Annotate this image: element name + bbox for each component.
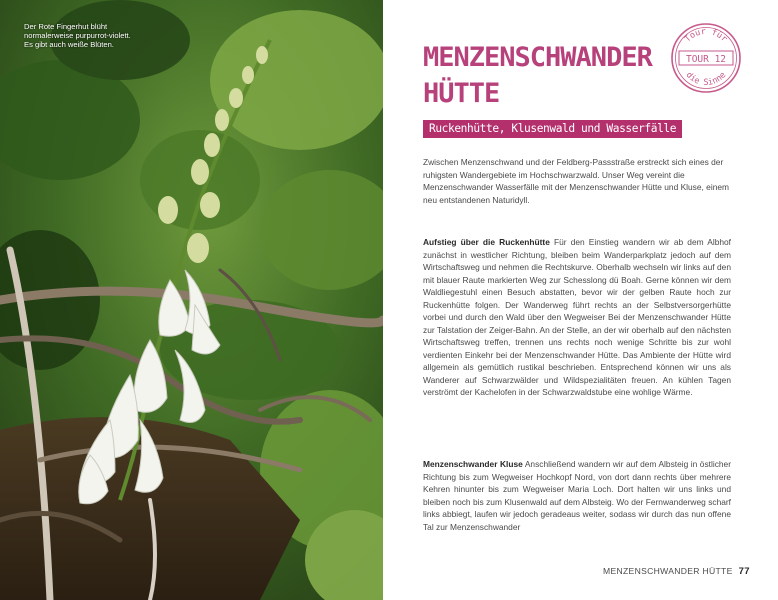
page-footer bbox=[603, 566, 750, 577]
photo-caption: Der Rote Fingerhut blüht normalerweise purpurrot-violett. Es gibt auch weiße Blüten. bbox=[24, 22, 131, 50]
page-number: 77 bbox=[738, 566, 750, 577]
intro-paragraph: Zwischen Menzenschwand und der Feldberg-Passstraße erstreckt sich eines der ruhigsten Wandergebiete im Hochschwarzwald. Unser Weg vereint die Menzenschwander Wasserfälle mit der Menzenschwander Hütte und Kluse, einem neu entstandenen Naturidyll. bbox=[423, 157, 729, 205]
section-heading: Menzenschwander Kluse bbox=[423, 459, 523, 469]
section-ruckenhuette bbox=[423, 236, 731, 399]
section-text: Für den Einstieg wandern wir ab dem Albhof zunächst in westlicher Richtung, bleiben beim Wanderparkplatz jedoch auf dem Wirtschaftsweg und nehmen die Rechtskurve. Oberhalb wechseln wir links auf den mit blauer Raute markierten Weg zur Schesslong dü Boah. Gerne können wir dem Waldliegestuhl einen Besuch abstatten, bevor wir der gelben Raute hoch zur Ruckenhütte folgen. Der Wanderweg führt rechts an der Selbstversorgerhütte vorbei und durch den Wald über den Wegweiser Bei der Menzenschwander Hütte zur Talstation der Zeiger-Bahn. An der Stelle, an der wir oberhalb auf den nächsten Wirtschaftsweg treffen, trennen uns rechts noch wenige Schritte bis zur wohl verdienten Einkehr bei der Menzenschwander Hütte. Das Ambiente der Hütte wird allgemein als gemütlich rustikal beschrieben. Entsprechend können wir uns als Wanderer auf Schwarzwälder und Wildspezialitäten freuen. An kühlen Tagen verströmt der Kachelofen in der Schwarzwaldstube eine wohlige Wärme. bbox=[423, 237, 731, 397]
running-title: MENZENSCHWANDER HÜTTE bbox=[603, 566, 733, 576]
subtitle-banner: Ruckenhütte, Klusenwald und Wasserfälle bbox=[423, 120, 682, 138]
text-page bbox=[383, 0, 778, 600]
tour-stamp bbox=[670, 22, 742, 94]
section-kluse bbox=[423, 458, 731, 533]
section-text: Anschließend wandern wir auf dem Albsteig in östlicher Richtung bis zum Wegweiser Hochkopf Nord, von dort dann rechts über mehrere Kehren hinunter bis zum Wegweiser Maria Loch. Dort halten wir uns links und bleiben noch bis zum Klusenwald auf dem Albsteig. Wo der Fernwanderweg scharf links abbiegt, laufen wir jedoch geradeaus weiter, sodass wir durch das nun offene Tal zur Menzenschwander bbox=[423, 459, 731, 532]
stamp-top-text: Tour für bbox=[682, 26, 730, 45]
section-heading: Aufstieg über die Ruckenhütte bbox=[423, 237, 550, 247]
foxglove-illustration bbox=[0, 0, 383, 600]
stamp-center-text: TOUR 12 bbox=[685, 54, 727, 65]
page-title bbox=[423, 40, 683, 112]
title-line-1: MENZENSCHWANDER bbox=[423, 42, 652, 73]
stamp-bottom-text: die Sinne bbox=[683, 70, 729, 88]
title-line-2: HÜTTE bbox=[423, 78, 500, 109]
foxglove-photo bbox=[0, 0, 383, 600]
